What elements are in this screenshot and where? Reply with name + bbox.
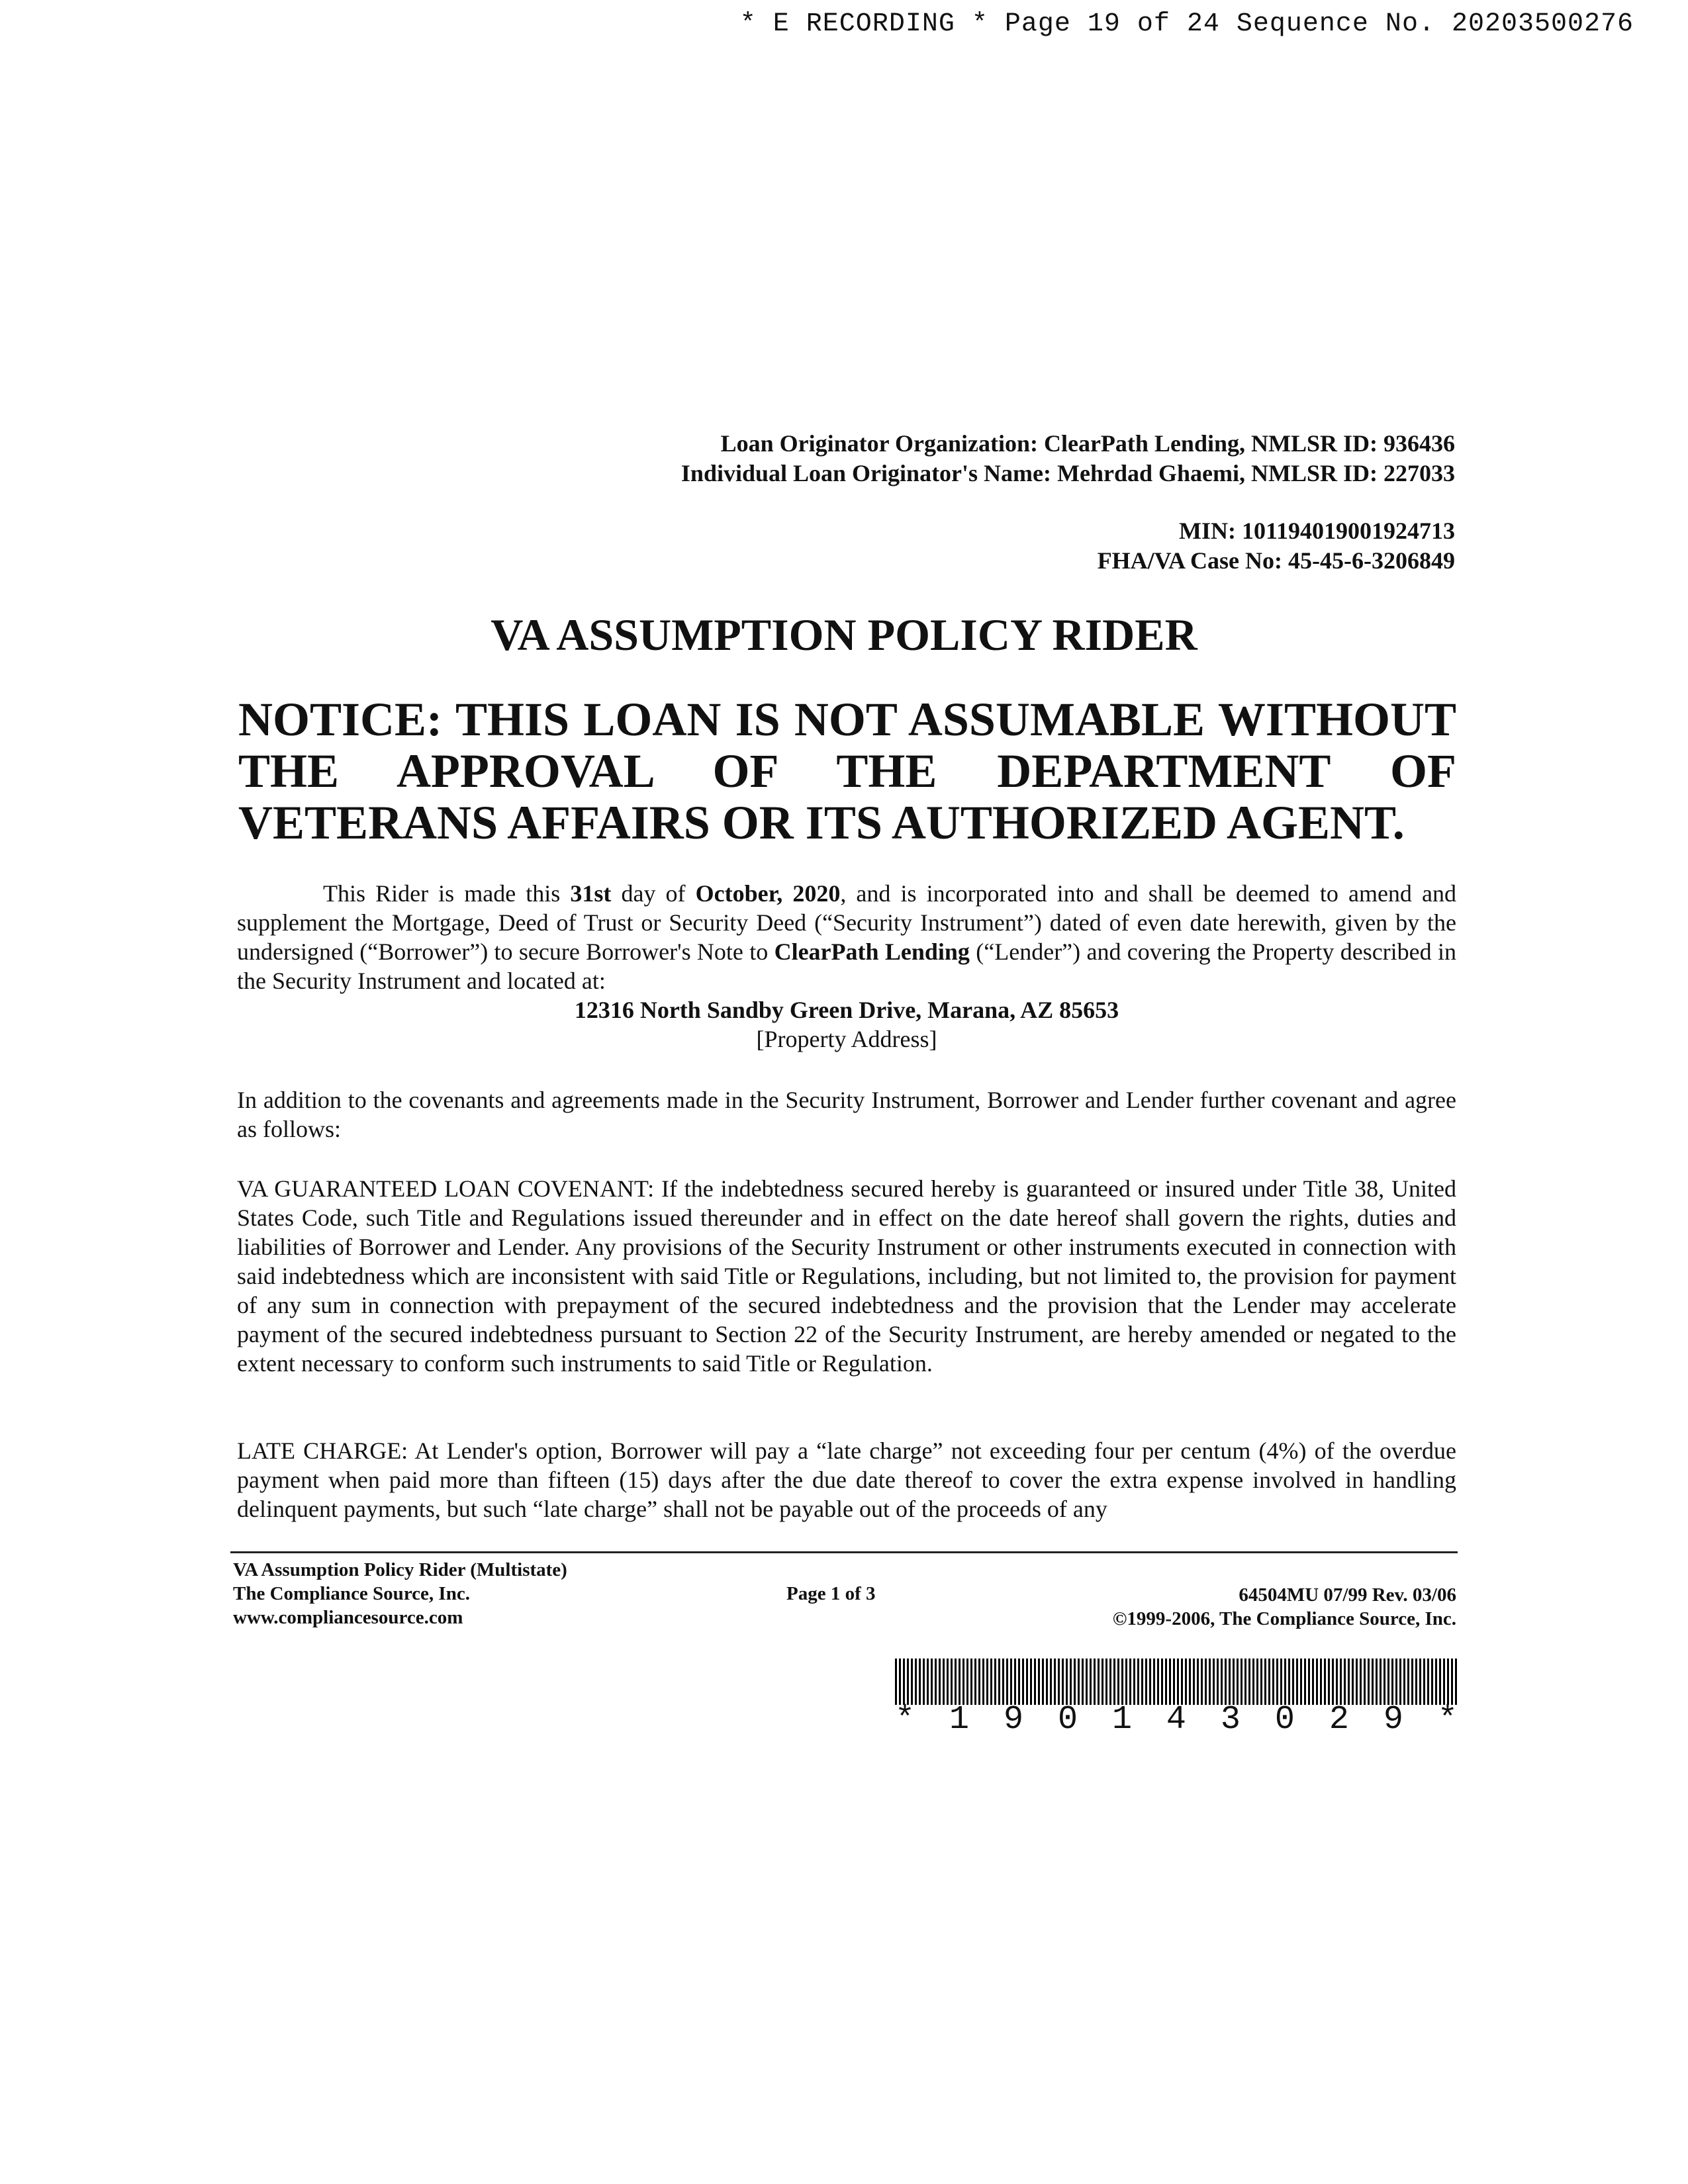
barcode-char: 3 [1220, 1701, 1241, 1739]
barcode-bar [1161, 1659, 1163, 1705]
barcode-bar [1137, 1659, 1139, 1705]
barcode-bar [1332, 1659, 1334, 1705]
barcode-bar [1046, 1659, 1048, 1705]
barcode-bar [1117, 1659, 1119, 1705]
barcode-bar [911, 1659, 913, 1705]
barcode-bar [1352, 1659, 1354, 1705]
barcode-bar [1022, 1659, 1024, 1705]
barcode-bar [1320, 1659, 1322, 1705]
lender-name: ClearPath Lending [774, 938, 970, 965]
document-title: VA ASSUMPTION POLICY RIDER [491, 610, 1197, 660]
barcode-bar [1026, 1659, 1028, 1705]
barcode-char: 9 [1383, 1701, 1403, 1739]
rider-day: 31st [570, 880, 612, 907]
barcode-bar [915, 1659, 917, 1705]
barcode-bar [1344, 1659, 1346, 1705]
barcode-bar [1439, 1659, 1441, 1705]
barcode-bar [1177, 1659, 1179, 1705]
barcode-bar [1209, 1659, 1211, 1705]
barcode-bar [939, 1659, 941, 1705]
barcode-bar [1098, 1659, 1100, 1705]
recording-stamp: * E RECORDING * Page 19 of 24 Sequence No. 20203500276 [739, 9, 1634, 39]
barcode-bar [1105, 1659, 1107, 1705]
barcode-bar [990, 1659, 992, 1705]
barcode-bar [1272, 1659, 1274, 1705]
company-website: www.compliancesource.com [233, 1607, 463, 1628]
barcode-bar [1113, 1659, 1115, 1705]
barcode-bar [927, 1659, 929, 1705]
barcode-bar [1264, 1659, 1266, 1705]
rider-text-1: This Rider is made this [323, 880, 571, 907]
barcode-bar [1181, 1659, 1183, 1705]
barcode-bar [1185, 1659, 1187, 1705]
barcode-bar [1233, 1659, 1235, 1705]
barcode-bar [1153, 1659, 1155, 1705]
rider-date: October, 2020 [695, 880, 841, 907]
barcode-char: 0 [1274, 1701, 1295, 1739]
barcode-bar [1427, 1659, 1429, 1705]
property-address-label: [Property Address] [756, 1026, 937, 1052]
barcode-bar [1419, 1659, 1421, 1705]
barcode-bar [1451, 1659, 1453, 1705]
barcode-bar [1399, 1659, 1401, 1705]
barcode-bar [943, 1659, 945, 1705]
barcode-bar [1252, 1659, 1254, 1705]
barcode-bar [1165, 1659, 1167, 1705]
company-name: The Compliance Source, Inc. [233, 1583, 470, 1604]
min-number: MIN: 101194019001924713 [1179, 518, 1455, 544]
late-charge-paragraph: LATE CHARGE: At Lender's option, Borrower will pay a “late charge” not exceeding four per centum (4%) of the overdue payment when paid more than fifteen (15) days after the due date thereof to cover the extra expense involved in handling delinquent payments, but such “late charge” shall not be payable out of the proceeds of any [237, 1437, 1456, 1522]
barcode-bar [1229, 1659, 1231, 1705]
barcode-bar [1455, 1659, 1457, 1705]
barcode-bar [1125, 1659, 1127, 1705]
barcode-bar [1217, 1659, 1219, 1705]
rider-text-4: (“Lender”) and covering the Property described in the Security Instrument and located at: [237, 938, 1456, 994]
barcode-bar [1296, 1659, 1298, 1705]
barcode-bar [1376, 1659, 1378, 1705]
va-guaranteed-loan-covenant: VA GUARANTEED LOAN COVENANT: If the indebtedness secured hereby is guaranteed or insured under Title 38, United States Code, such Title and Regulations issued thereunder and in effect on the date hereof shall govern the rights, duties and liabilities of Borrower and Lender. Any provisions of the Security Instrument or other instruments executed in connection with said indebtedness which are inconsistent with said Title or Regulations, including, but not limited to, the provision for payment of any sum in connection with prepayment of the secured indebtedness and the provision that the Lender may accelerate payment of the secured indebtedness pursuant to Section 22 of the Security Instrument, are hereby amended or negated to the extent necessary to conform such instruments to said Title or Regulation. [237, 1175, 1456, 1377]
rider-text-3: , and is incorporated into and shall be deemed to amend and supplement the Mortgage, Deed of Trust or Security Deed (“Security Instrument”) dated of even date herewith, given by the undersigned (“Borrower”) to secure Borrower's Note to [237, 880, 1456, 965]
barcode-bar [1372, 1659, 1374, 1705]
case-identifiers [1098, 516, 1455, 576]
barcode-bar [1407, 1659, 1409, 1705]
barcode-bar [1403, 1659, 1405, 1705]
barcode-bar [899, 1659, 901, 1705]
barcode-bar [994, 1659, 996, 1705]
barcode-bar [1189, 1659, 1191, 1705]
barcode-bar [1038, 1659, 1040, 1705]
barcode-bar [1157, 1659, 1159, 1705]
originator-organization: Loan Originator Organization: ClearPath Lending, NMLSR ID: 936436 [720, 430, 1455, 457]
barcode-bar [978, 1659, 980, 1705]
barcode-bar [1121, 1659, 1123, 1705]
barcode-bar [1070, 1659, 1072, 1705]
barcode-bar [1248, 1659, 1250, 1705]
barcode-bar [935, 1659, 937, 1705]
form-name: VA Assumption Policy Rider (Multistate) [233, 1559, 567, 1580]
barcode-bar [1443, 1659, 1445, 1705]
barcode-bar [1129, 1659, 1131, 1705]
barcode-bar [1336, 1659, 1338, 1705]
barcode-bar [1010, 1659, 1012, 1705]
barcode-bar [1415, 1659, 1417, 1705]
barcode-bar [1201, 1659, 1203, 1705]
barcode-bar [1431, 1659, 1433, 1705]
barcode-bar [1082, 1659, 1084, 1705]
barcode-bar [1074, 1659, 1076, 1705]
barcode-bar [1268, 1659, 1270, 1705]
barcode-bar [947, 1659, 949, 1705]
barcode-bar [1066, 1659, 1068, 1705]
rider-paragraph [237, 879, 1456, 1054]
barcode-bar [1292, 1659, 1294, 1705]
page-number: Page 1 of 3 [786, 1583, 876, 1604]
barcode-bar [1042, 1659, 1044, 1705]
barcode-char: 0 [1057, 1701, 1078, 1739]
barcode-bar [1213, 1659, 1215, 1705]
barcode-bar [1300, 1659, 1302, 1705]
barcode-bar [1034, 1659, 1036, 1705]
barcode-bar [1423, 1659, 1425, 1705]
barcode-bar [1316, 1659, 1318, 1705]
barcode-bar [1380, 1659, 1382, 1705]
barcode-bar [1312, 1659, 1314, 1705]
barcode-bar [931, 1659, 933, 1705]
barcode-bar [1062, 1659, 1064, 1705]
property-address: 12316 North Sandby Green Drive, Marana, AZ 85653 [574, 997, 1119, 1023]
barcode-bar [1197, 1659, 1199, 1705]
barcode-bar [1383, 1659, 1385, 1705]
barcode-char: 2 [1329, 1701, 1349, 1739]
barcode-bar [1284, 1659, 1286, 1705]
barcode-bar [1304, 1659, 1306, 1705]
barcode-bar [1356, 1659, 1358, 1705]
footer-left [233, 1558, 567, 1629]
barcode-bar [1435, 1659, 1437, 1705]
barcode-bar [1078, 1659, 1080, 1705]
barcode-bar [1391, 1659, 1393, 1705]
barcode-bar [970, 1659, 972, 1705]
barcode-bar [895, 1659, 897, 1705]
barcode-bar [1447, 1659, 1449, 1705]
case-number: FHA/VA Case No: 45-45-6-3206849 [1097, 547, 1455, 574]
barcode-bar [974, 1659, 976, 1705]
barcode-bar [1193, 1659, 1195, 1705]
barcode-bar [1280, 1659, 1282, 1705]
barcode-bar [1173, 1659, 1175, 1705]
barcode-bar [1030, 1659, 1032, 1705]
barcode-bar [986, 1659, 988, 1705]
barcode-bar [1225, 1659, 1227, 1705]
barcode-bar [1395, 1659, 1397, 1705]
barcode-bar [1244, 1659, 1246, 1705]
barcode-bar [1002, 1659, 1004, 1705]
barcode-bar [966, 1659, 968, 1705]
barcode-bar [1387, 1659, 1389, 1705]
barcode-text [895, 1701, 1458, 1739]
barcode-bar [1328, 1659, 1330, 1705]
barcode-bar [907, 1659, 909, 1705]
barcode-bar [962, 1659, 964, 1705]
footer-right [1113, 1583, 1456, 1631]
barcode-char: * [1437, 1701, 1458, 1739]
barcode-bar [1340, 1659, 1342, 1705]
barcode-bar [1169, 1659, 1171, 1705]
barcode-bar [1090, 1659, 1092, 1705]
barcode-bar [1308, 1659, 1310, 1705]
barcode-bar [1145, 1659, 1147, 1705]
barcode-bar [919, 1659, 921, 1705]
barcode-bar [1360, 1659, 1362, 1705]
barcode-bar [1368, 1659, 1370, 1705]
barcode-bar [1102, 1659, 1103, 1705]
barcode-bar [1018, 1659, 1020, 1705]
rider-text-2: day of [611, 880, 696, 907]
barcode-bar [1094, 1659, 1096, 1705]
barcode-bar [1086, 1659, 1088, 1705]
barcode-bar [1205, 1659, 1207, 1705]
barcode-char: 4 [1166, 1701, 1186, 1739]
barcode-bar [903, 1659, 905, 1705]
barcode-char: * [895, 1701, 915, 1739]
barcode-bar [959, 1659, 961, 1705]
barcode-bar [951, 1659, 953, 1705]
barcode-bar [1411, 1659, 1413, 1705]
barcode-bar [1149, 1659, 1151, 1705]
loan-originator-block [681, 429, 1455, 488]
barcode-bar [1324, 1659, 1326, 1705]
form-number: 64504MU 07/99 Rev. 03/06 [1239, 1584, 1456, 1606]
barcode-bar [923, 1659, 925, 1705]
barcode-bar [1241, 1659, 1243, 1705]
barcode-bar [1133, 1659, 1135, 1705]
barcode-bar [1006, 1659, 1008, 1705]
barcode-bar [1050, 1659, 1052, 1705]
barcode-bar [1288, 1659, 1290, 1705]
barcode-bar [998, 1659, 1000, 1705]
assumption-notice: NOTICE: THIS LOAN IS NOT ASSUMABLE WITHOUT THE APPROVAL OF THE DEPARTMENT OF VETERANS AFFAIRS OR ITS AUTHORIZED AGENT. [238, 693, 1456, 849]
barcode-bar [1276, 1659, 1278, 1705]
barcode-image [895, 1659, 1458, 1705]
barcode-bar [955, 1659, 957, 1705]
barcode-bar [1221, 1659, 1223, 1705]
barcode-bar [1054, 1659, 1056, 1705]
copyright: ©1999-2006, The Compliance Source, Inc. [1112, 1608, 1456, 1629]
individual-originator: Individual Loan Originator's Name: Mehrdad Ghaemi, NMLSR ID: 227033 [680, 460, 1455, 486]
barcode-bar [1256, 1659, 1258, 1705]
barcode-bar [982, 1659, 984, 1705]
barcode-char: 1 [949, 1701, 969, 1739]
covenant-intro: In addition to the covenants and agreements made in the Security Instrument, Borrower and Lender further covenant and agree as follows: [237, 1087, 1456, 1142]
barcode-bar [1014, 1659, 1016, 1705]
barcode-char: 1 [1111, 1701, 1132, 1739]
barcode-bar [1348, 1659, 1350, 1705]
footer-divider [230, 1551, 1458, 1553]
barcode-bar [1141, 1659, 1143, 1705]
barcode-bar [1058, 1659, 1060, 1705]
barcode-char: 9 [1003, 1701, 1023, 1739]
barcode-bar [1237, 1659, 1239, 1705]
barcode-bar [1364, 1659, 1366, 1705]
barcode-bar [1109, 1659, 1111, 1705]
barcode-bar [1260, 1659, 1262, 1705]
